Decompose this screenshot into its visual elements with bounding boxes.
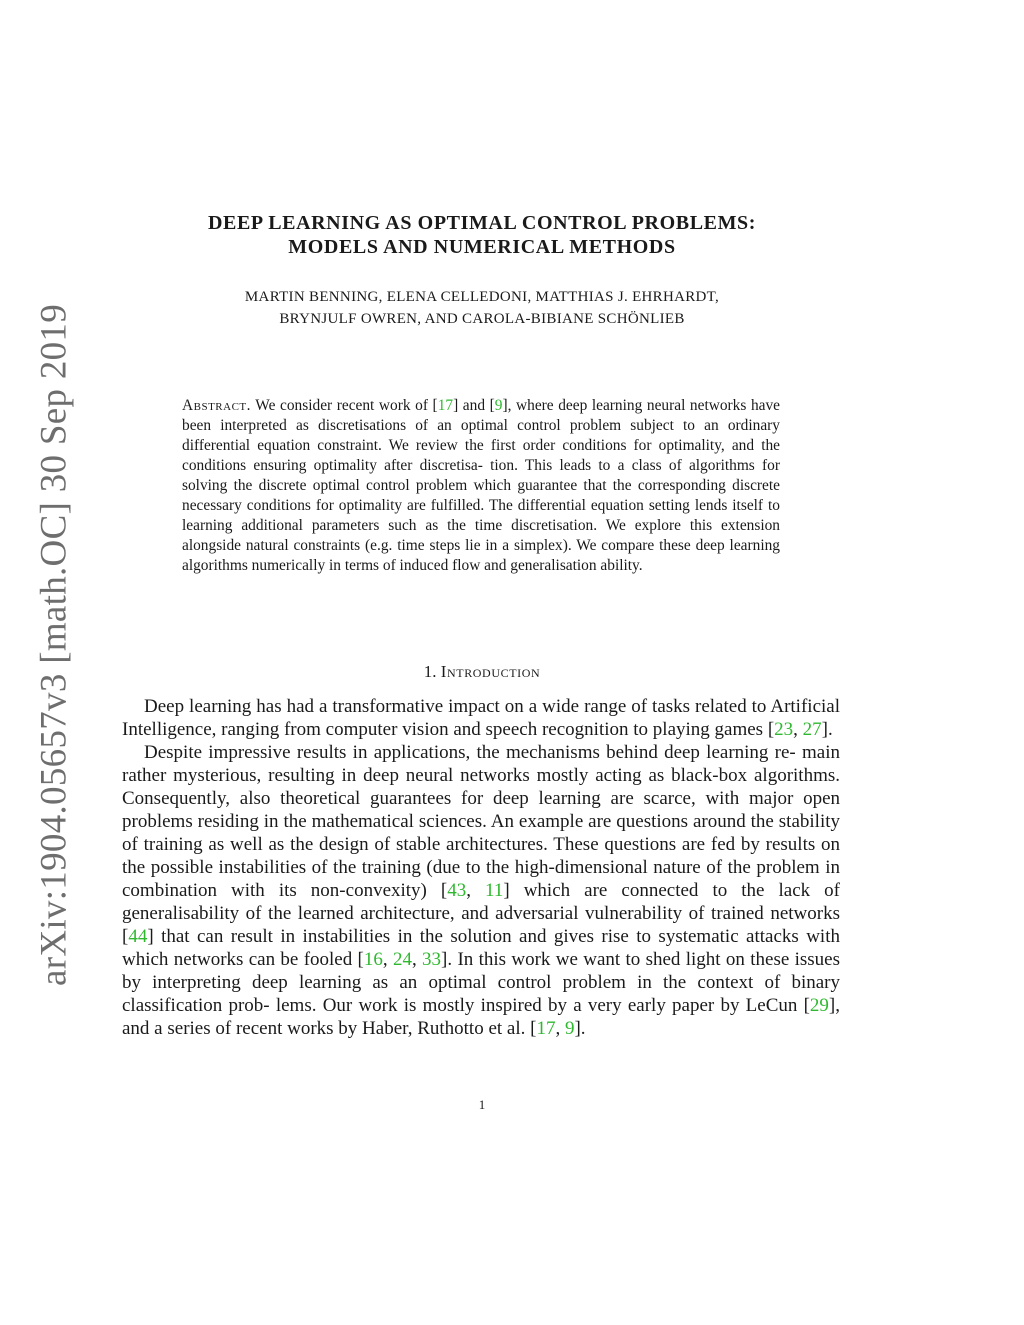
authors-line-2: BRYNJULF OWREN, AND CAROLA-BIBIANE SCHÖNLIEB: [279, 311, 685, 327]
section-heading-introduction: [120, 661, 844, 683]
paragraph-text: ] which are connected to the lack of generalisability of the learned architecture, and adversarial vulnerability of trained networks [: [122, 880, 840, 947]
paragraph-text: main rather mysterious, resulting in deep neural networks mostly acting as black-box algorithms. Consequently, also theoretical guarantees for deep learning are scarce, with major open problems residing in the mathematical sciences. An example are questions around the stability of training as well as the design of stable architectures. These questions are fed by results on the possible instabilities of the training (due to the high-dimensional nature of the problem in combination with its non-convexity) [: [122, 742, 841, 901]
citation-link[interactable]: 44: [128, 926, 148, 947]
paragraph-text: lems. Our work is mostly inspired by a very early paper by LeCun [: [275, 995, 810, 1016]
abstract-text: We consider recent work of [: [250, 397, 438, 414]
citation-link[interactable]: 27: [802, 719, 822, 740]
citation-link[interactable]: 24: [392, 949, 412, 970]
paragraph-text: ].: [574, 1018, 586, 1039]
citation-link[interactable]: 17: [437, 397, 454, 414]
abstract-text: tion. This leads to a class of algorithms for solving the discrete optimal control problem which guarantee that the corresponding discrete necessary conditions for optimality are fulfilled. The differential equation setting lends itself to learning additional parameters such as the time discretisation. We explore this extension alongside natural constraints (e.g. time steps lie in a simplex). We compare these deep learning algorithms numerically in terms of induced flow and generalisation ability.: [182, 457, 780, 574]
paragraph-text: ,: [793, 719, 803, 740]
citation-link[interactable]: 11: [485, 880, 504, 901]
arxiv-identifier-stamp: arXiv:1904.05657v3 [math.OC] 30 Sep 2019: [33, 303, 75, 987]
page-number: 1: [478, 1097, 486, 1112]
paragraph-text: Despite impressive results in applications, the mechanisms behind deep learning re-: [144, 742, 796, 763]
paragraph: [122, 741, 840, 1040]
main-text: [122, 695, 840, 1040]
citation-link[interactable]: 17: [536, 1018, 556, 1039]
paragraph-text: ] that can result in instabilities in the solution and gives rise to systematic attacks with which networks can be fooled [: [122, 926, 840, 970]
paragraph-text: ,: [382, 949, 393, 970]
authors-line-1: MARTIN BENNING, ELENA CELLEDONI, MATTHIAS J. EHRHARDT,: [244, 289, 720, 305]
paragraph: [122, 695, 840, 741]
paragraph-text: ,: [411, 949, 423, 970]
citation-link[interactable]: 16: [363, 949, 383, 970]
abstract: [182, 396, 780, 576]
abstract-text: ] and [: [453, 397, 495, 414]
title-line-1: DEEP LEARNING AS OPTIMAL CONTROL PROBLEMS:: [207, 212, 757, 234]
paragraph-text: Deep learning has had a transformative impact on a wide range of tasks related to Artificial Intelligence, ranging from computer vision and speech recognition to playing games [: [122, 696, 840, 740]
title-line-2: MODELS AND NUMERICAL METHODS: [288, 236, 676, 258]
paragraph-text: ].: [821, 719, 833, 740]
paragraph-text: ], and a series of recent works by Haber, Ruthotto et al. [: [122, 995, 840, 1039]
section-title: Introduction: [440, 662, 541, 681]
citation-link[interactable]: 33: [422, 949, 442, 970]
citation-link[interactable]: 9: [494, 397, 503, 414]
paragraph-text: ]. In this work we want to shed light on these issues by interpreting deep learning as an optimal control problem in the context of binary classification prob-: [122, 949, 840, 1016]
abstract-label: Abstract.: [182, 397, 251, 414]
citation-link[interactable]: 43: [447, 880, 467, 901]
paragraph-text: ,: [466, 880, 486, 901]
section-number: 1.: [423, 662, 441, 681]
citation-link[interactable]: 29: [809, 995, 829, 1016]
abstract-text: ], where deep learning neural networks have been interpreted as discretisations of an optimal control problem subject to an ordinary differential equation constraint. We review the first order conditions for optimality, and the conditions ensuring optimality after discretisa-: [182, 397, 780, 474]
author-list: [120, 286, 844, 330]
citation-link[interactable]: 9: [564, 1018, 575, 1039]
paper-title: [120, 211, 844, 259]
citation-link[interactable]: 23: [774, 719, 794, 740]
paragraph-text: ,: [555, 1018, 565, 1039]
